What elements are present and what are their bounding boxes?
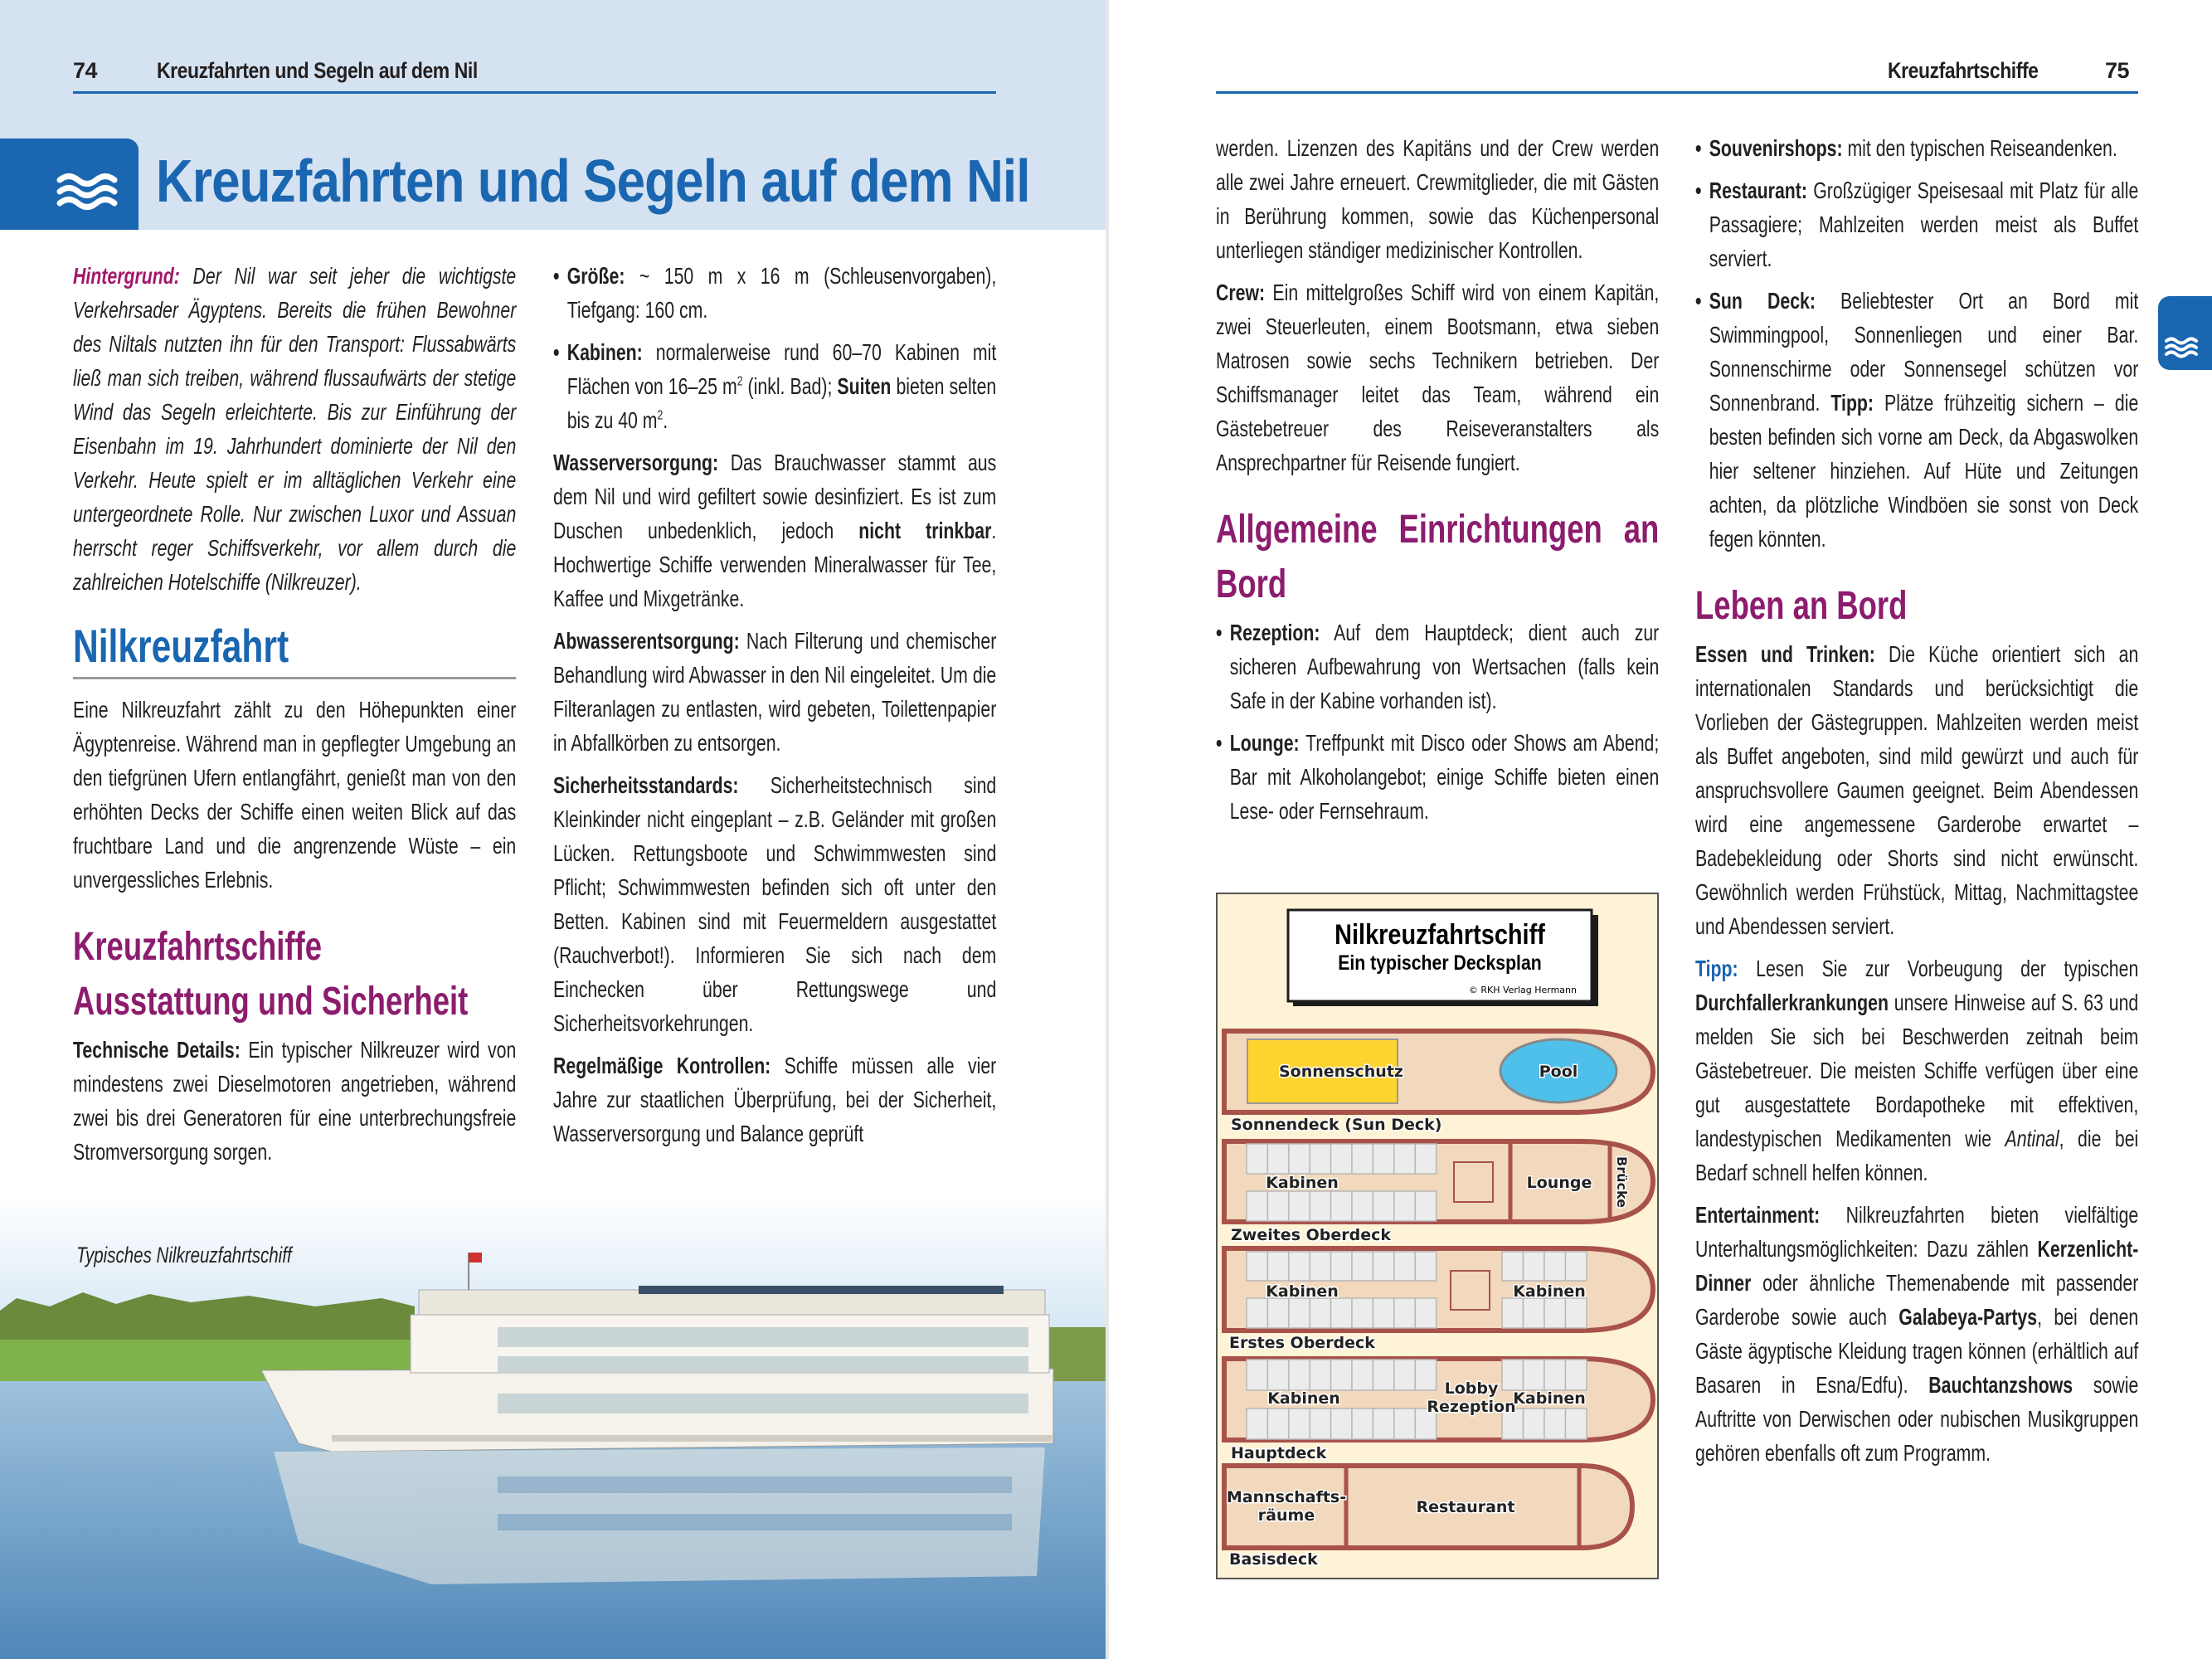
paragraph [73, 259, 516, 599]
cabin [1267, 1408, 1288, 1439]
label-cabins: Kabinen [1513, 1389, 1586, 1408]
waves-icon [2158, 296, 2212, 370]
bold-lead: Größe: [566, 263, 625, 289]
bold-lead: Tipp: [1695, 956, 1738, 981]
bold-lead: Technische Details: [73, 1037, 241, 1063]
cabin [1394, 1408, 1415, 1439]
text-run: Beliebtester Ort an Bord mit Swimmingpool, Sonnenliegen und einer Bar. Sonnenschirme oder Sonnensegel schützen vor Sonnenbrand. [1709, 288, 2139, 416]
header-rule-left [73, 91, 996, 94]
cabin [1331, 1298, 1352, 1328]
section-heading [1695, 579, 2138, 634]
text-run: (inkl. Bad); [742, 373, 838, 399]
waves-icon [0, 139, 139, 230]
bold-lead: Regelmäßige Kontrollen: [553, 1053, 771, 1078]
bold-lead: Rezeption: [1229, 620, 1320, 645]
cabin [1373, 1298, 1393, 1328]
text-run: Großzügiger Speisesaal mit Platz für alle Passagiere; Mahlzeiten werden meist als Buffet serviert. [1709, 178, 2139, 271]
cabin [1524, 1252, 1545, 1281]
text-run: Nilkreuzfahrt [73, 620, 289, 672]
label-cabins: Kabinen [1267, 1389, 1340, 1408]
text-run: Kreuzfahrtschiffe [73, 925, 322, 969]
cabin [1247, 1252, 1267, 1281]
cabin [1524, 1360, 1545, 1390]
bold-lead: nicht trinkbar [858, 518, 992, 543]
text-run: Ausstattung und Sicherheit [73, 980, 469, 1024]
bold-lead: Tipp: [1830, 390, 1874, 416]
cabin [1310, 1144, 1330, 1174]
chapter-tab [0, 139, 139, 230]
cabin [1415, 1298, 1436, 1328]
cabin [1352, 1252, 1373, 1281]
bold-lead: Hintergrund: [73, 263, 180, 289]
bold-lead: Sicherheitsstandards: [553, 772, 739, 798]
cabin [1289, 1408, 1310, 1439]
bullet-icon: • [553, 339, 560, 365]
text-run: oder ähnliche Themenabende mit passender Garderobe sowie auch [1695, 1270, 2139, 1330]
text-run: Sicherheitstechnisch sind Kleinkinder nicht eingeplant – z.B. Geländer mit großen Lücken. Rettungsboote und Schwimmwesten sind Pflicht; Schwimmwesten befinden sich oft unter den Betten. Kabinen sind mit Feuermeldern ausgestattet (Rauchverbot!). Informieren Sie sich nach dem Einchecken über Rettungswege und Sicherheitsvorkehrungen. [553, 772, 997, 1036]
cabin [1310, 1191, 1330, 1221]
text-run: mit den typischen Reiseandenken. [1842, 135, 2117, 161]
text-run: Antinal [2005, 1126, 2059, 1151]
cabin [1566, 1360, 1587, 1390]
cabin [1267, 1191, 1288, 1221]
bold-lead: Bauchtanzshows [1928, 1372, 2073, 1398]
label-lounge: Lounge [1526, 1174, 1592, 1192]
cabin [1267, 1298, 1288, 1328]
bullet-icon: • [1216, 730, 1223, 756]
label-sun-deck: Sonnendeck (Sun Deck) [1231, 1116, 1442, 1134]
cabin [1267, 1252, 1288, 1281]
bullet-icon: • [1695, 135, 1702, 161]
cabin [1247, 1144, 1267, 1174]
paragraph [553, 624, 996, 760]
cabin [1544, 1408, 1566, 1439]
left-column-2 [553, 259, 996, 1159]
cabin [1394, 1191, 1415, 1221]
paragraph [553, 445, 996, 615]
cabin [1289, 1144, 1310, 1174]
label-crew-quarters: Mannschafts- [1226, 1488, 1347, 1506]
bold-lead: Suiten [837, 373, 892, 399]
cabin [1289, 1298, 1310, 1328]
cabin [1544, 1298, 1566, 1328]
label-second-upper-deck: Zweites Oberdeck [1231, 1226, 1392, 1244]
cabin [1352, 1144, 1373, 1174]
bullet-icon: • [553, 263, 560, 289]
cabin [1524, 1408, 1545, 1439]
cabin [1331, 1252, 1352, 1281]
right-column-1 [1216, 131, 1659, 836]
bold-lead: Essen und Trinken: [1695, 641, 1875, 667]
bold-lead: Lounge: [1229, 730, 1300, 756]
text-run: , bei denen Gäste ägyptische Kleidung tragen können (erhältlich auf Basaren in Esna/Edfu). [1695, 1304, 2139, 1398]
left-column-1 [73, 259, 516, 1177]
deck-plan-title: Nilkreuzfahrtschiff [1334, 917, 1545, 951]
section-heading [73, 619, 516, 679]
label-lobby: Lobby [1444, 1379, 1499, 1398]
running-head-left: Kreuzfahrten und Segeln auf dem Nil [157, 58, 478, 83]
cabin [1394, 1252, 1415, 1281]
cabin [1544, 1252, 1566, 1281]
cabin [1289, 1252, 1310, 1281]
text-run: bieten selten bis zu 40 m [566, 373, 997, 433]
cabin [1310, 1360, 1330, 1390]
deck-plan [1216, 893, 1659, 1579]
text-run: Nilkreuzfahrten bieten vielfältige Unterhaltungsmöglichkeiten: Dazu zählen [1695, 1202, 2139, 1262]
paragraph [1695, 1198, 2138, 1470]
text-run: 2 [737, 374, 743, 389]
label-cabins: Kabinen [1513, 1282, 1586, 1301]
bullet-item [1695, 173, 2138, 275]
label-first-upper-deck: Erstes Oberdeck [1229, 1334, 1375, 1352]
text-run: , die bei Bedarf schnell helfen können. [1695, 1126, 2139, 1185]
cabin [1247, 1408, 1267, 1439]
cabin [1373, 1360, 1393, 1390]
cabin [1289, 1360, 1310, 1390]
bold-lead: Wasserversorgung: [553, 450, 719, 475]
deck-plan-copyright: © RKH Verlag Hermann [1468, 985, 1577, 995]
cabin [1566, 1408, 1587, 1439]
paragraph [73, 693, 516, 897]
cabin [1267, 1360, 1288, 1390]
cabin [1373, 1191, 1393, 1221]
text-run: ~ 150 m x 16 m (Schleusenvorgaben), Tiefgang: 160 cm. [566, 263, 997, 323]
text-run: . [663, 407, 668, 433]
paragraph [553, 1048, 996, 1151]
right-column-2 [1695, 131, 2138, 1478]
deck-plan-subtitle: Ein typischer Decksplan [1338, 951, 1542, 975]
section-heading [73, 975, 516, 1029]
cabin [1310, 1298, 1330, 1328]
cabin [1415, 1252, 1436, 1281]
label-crew-quarters: räume [1257, 1506, 1315, 1525]
text-run: Der Nil war seit jeher die wichtigste Verkehrsader Ägyptens. Bereits die frühen Bewohner des Niltals nutzten ihn für den Transport: Flussabwärts ließ man sich treiben, während flussaufwärts der stetige Wind das Segeln erleichterte. Bis zur Einführung der Eisenbahn im 19. Jahrhundert dominierte der Nil den Verkehr. Heute spielt er im alltäglichen Verkehr eine untergeordnete Rolle. Nur zwischen Luxor und Assuan herrscht reger Schiffsverkehr, vor allem durch die zahlreichen Hotelschiffe (Nilkreuzer). [73, 263, 517, 595]
bold-lead: Restaurant: [1709, 178, 1807, 203]
paragraph [1695, 637, 2138, 943]
paragraph [1216, 275, 1659, 479]
cabin [1373, 1408, 1393, 1439]
photo-caption: Typisches Nilkreuzfahrtschiff [76, 1243, 292, 1267]
bullet-item [553, 259, 996, 327]
bold-lead: Kerzenlicht-Dinner [1695, 1236, 2139, 1296]
bold-lead: Sun Deck: [1709, 288, 1816, 314]
bold-lead: Abwasserentsorgung: [553, 628, 740, 654]
cabin [1352, 1298, 1373, 1328]
cabin [1502, 1252, 1524, 1281]
bullet-icon: • [1695, 288, 1702, 314]
cabin [1544, 1360, 1566, 1390]
page-number-right: 75 [2105, 58, 2130, 83]
bold-lead: Galabeya-Partys [1898, 1304, 2038, 1330]
label-bridge: Brücke [1614, 1156, 1630, 1209]
cabin [1310, 1252, 1330, 1281]
text-run: Nach Filterung und chemischer Behandlung wird Abwasser in den Nil eingeleitet. Um die Filteranlagen zu entlasten, wird gebeten, Toilettenpapier in Abfallkörben zu entsorgen. [553, 628, 997, 756]
label-restaurant: Restaurant [1416, 1498, 1515, 1516]
running-head-right: Kreuzfahrtschiffe [1888, 58, 2039, 83]
label-cabins: Kabinen [1266, 1174, 1339, 1192]
text-run: unsere Hinweise auf S. 63 und melden Sie sich bei Beschwerden zeitnah beim Gästebetreuer. Die meisten Schiffe verfügen über eine gut ausgestattete Bordapotheke mit effektiven, landestypischen Medikamenten wie [1695, 990, 2139, 1151]
cabin [1267, 1144, 1288, 1174]
cabin [1566, 1298, 1587, 1328]
bold-lead: Souvenirshops: [1709, 135, 1843, 161]
bullet-item [1695, 131, 2138, 165]
text-run: Die Küche orientiert sich an internationalen Standards und berücksichtigt die Vorlieben der Gästegruppen. Mahlzeiten werden meist als Buffet angeboten, sind mild gewürzt und auch für anspruchsvollere Gaumen geeignet. Beim Abendessen wird eine angemessene Garderobe erwartet – Badebekleidung oder Shorts sind nicht erwünscht. Gewöhnlich werden Frühstück, Mittag, Nachmittagstee und Abendessen serviert. [1695, 641, 2139, 939]
text-run: Das Brauchwasser stammt aus dem Nil und wird gefiltert sowie desinfiziert. Es ist zum Duschen unbedenklich, jedoch [553, 450, 997, 543]
section-heading [73, 920, 516, 975]
label-pool: Pool [1539, 1063, 1578, 1081]
page-gutter [1106, 0, 1109, 1659]
page-number-left: 74 [73, 58, 98, 83]
header-rule-right [1216, 91, 2138, 94]
label-reception: Rezeption [1427, 1398, 1516, 1416]
text-run: 2 [657, 408, 664, 423]
bullet-icon: • [1695, 178, 1702, 203]
cabin [1352, 1408, 1373, 1439]
cabin [1310, 1408, 1330, 1439]
paragraph [1216, 131, 1659, 267]
cabin [1415, 1360, 1436, 1390]
text-run: Schiffe müssen alle vier Jahre zur staatlichen Überprüfung, bei der Sicherheit, Wasserversorgung und Balance geprüft [553, 1053, 997, 1146]
bullet-item [1695, 284, 2138, 556]
bullet-item [1216, 615, 1659, 718]
ship-reflection [274, 1447, 1045, 1584]
paragraph [73, 1033, 516, 1169]
text-run: Eine Nilkreuzfahrt zählt zu den Höhepunkten einer Ägyptenreise. Während man in gepflegter Umgebung an den tiefgrünen Ufern entlangfährt, genießt man von den erhöhten Decks der Schiffe einen weiten Blick auf das fruchtbare Land und die angrenzende Wüste – ein unvergessliches Erlebnis. [73, 697, 517, 893]
cabin [1247, 1360, 1267, 1390]
cabin [1566, 1252, 1587, 1281]
section-heading [1216, 503, 1659, 612]
cabin [1415, 1191, 1436, 1221]
text-run: Treffpunkt mit Disco oder Shows am Abend; Bar mit Alkoholangebot; einige Schiffe bieten einen Lese- oder Fernsehraum. [1229, 730, 1660, 824]
cabin [1524, 1298, 1545, 1328]
cabin [1331, 1360, 1352, 1390]
cabin [1247, 1191, 1267, 1221]
chapter-title: Kreuzfahrten und Segeln auf dem Nil [156, 148, 1030, 215]
cabin [1394, 1360, 1415, 1390]
label-sun-shade: Sonnenschutz [1279, 1063, 1403, 1081]
cabin [1394, 1298, 1415, 1328]
bold-lead: Kabinen: [566, 339, 643, 365]
label-base-deck: Basisdeck [1229, 1550, 1318, 1569]
text-run: Allgemeine Einrichtungen an Bord [1216, 508, 1660, 606]
cabin [1331, 1408, 1352, 1439]
text-run: Ein mittelgroßes Schiff wird von einem Kapitän, zwei Steuerleuten, einem Bootsmann, etwa sieben Matrosen sowie sechs Technikern betrieben. Der Schiffsmanager leitet das Team, während ein Gästebetreuer des Reiseveranstalters als Ansprechpartner für Reisende fungiert. [1216, 280, 1660, 475]
bullet-item [1216, 726, 1659, 828]
cabin [1331, 1144, 1352, 1174]
cabin [1352, 1191, 1373, 1221]
cabin [1373, 1252, 1393, 1281]
bullet-icon: • [1216, 620, 1223, 645]
text-run: Plätze frühzeitig sichern – die besten befinden sich vorne am Deck, da Abgaswolken hier seltener hinziehen. Auf Hüte und Zeitungen achten, da plötzliche Windböen sie sonst von Deck fegen könnten. [1709, 390, 2139, 552]
bullet-item [553, 335, 996, 437]
text-run: normalerweise rund 60–70 Kabinen mit Flächen von 16–25 m [566, 339, 997, 399]
cabin [1247, 1298, 1267, 1328]
cabin [1352, 1360, 1373, 1390]
cabin [1289, 1191, 1310, 1221]
cabin [1394, 1144, 1415, 1174]
bold-lead: Crew: [1216, 280, 1266, 305]
text-run: Auf dem Hauptdeck; dient auch zur sicheren Aufbewahrung von Wertsachen (falls kein Safe in der Kabine vorhanden ist). [1229, 620, 1660, 713]
cabin [1502, 1360, 1524, 1390]
cabin [1331, 1191, 1352, 1221]
bold-lead: Durchfallerkrankungen [1695, 990, 1889, 1015]
bold-lead: Entertainment: [1695, 1202, 1821, 1228]
cabin [1415, 1144, 1436, 1174]
cabin [1373, 1144, 1393, 1174]
text-run: sowie Auftritte von Derwischen oder nubischen Musikgruppen gehören ebenfalls oft zum Programm. [1695, 1372, 2139, 1466]
text-run: Ein typischer Nilkreuzer wird von mindestens zwei Dieselmotoren angetrieben, während zwei bis drei Generatoren für eine unterbrechungsfreie Stromversorgung sorgen. [73, 1037, 517, 1165]
paragraph [553, 768, 996, 1040]
cabin [1502, 1298, 1524, 1328]
text-run: werden. Lizenzen des Kapitäns und der Crew werden alle zwei Jahre erneuert. Crewmitglieder, die mit Gästen in Berührung kommen, sowie das Küchenpersonal unterliegen ständiger medizinischer Kontrollen. [1216, 135, 1660, 263]
text-run: Leben an Bord [1695, 584, 1908, 628]
side-tab[interactable] [2158, 296, 2212, 370]
label-cabins: Kabinen [1266, 1282, 1339, 1301]
text-run: Lesen Sie zur Vorbeugung der typischen [1738, 956, 2139, 981]
paragraph [1695, 951, 2138, 1190]
text-run: . Hochwertige Schiffe verwenden Mineralwasser für Tee, Kaffee und Mixgetränke. [553, 518, 997, 611]
label-main-deck: Hauptdeck [1231, 1444, 1327, 1462]
